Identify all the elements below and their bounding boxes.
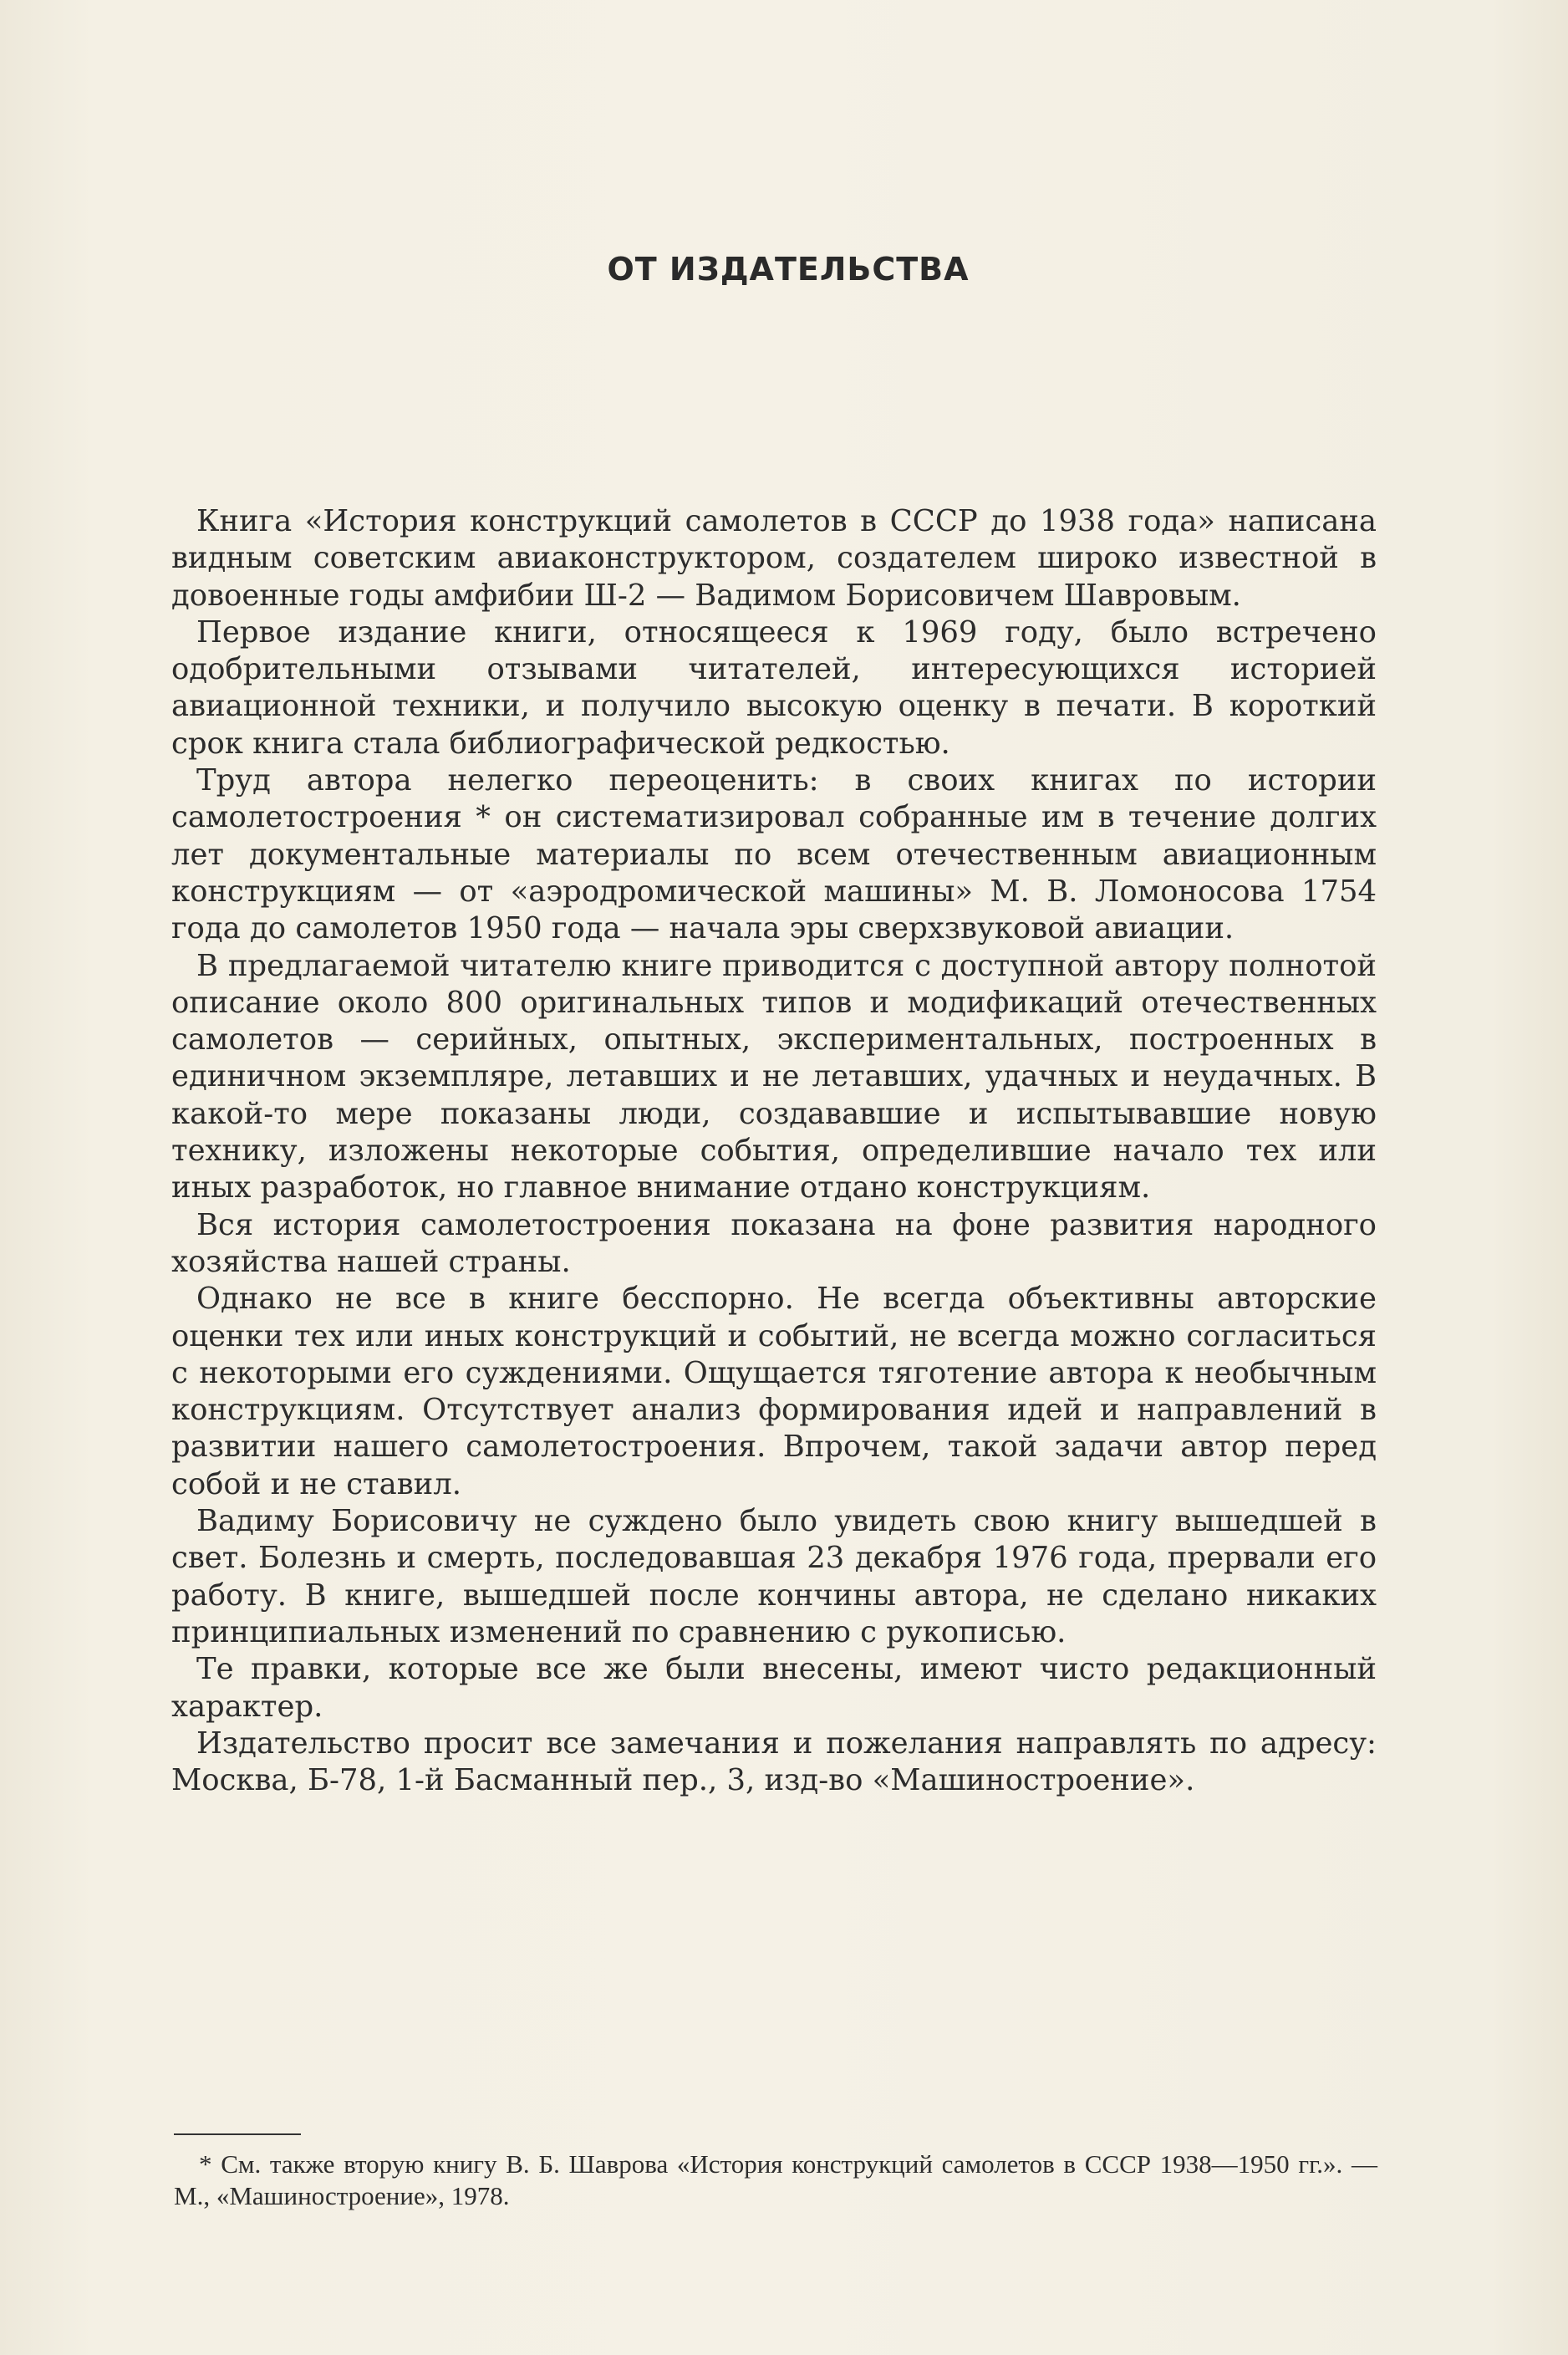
paragraph: Вадиму Борисовичу не суждено было увидеть свою книгу вышедшей в свет. Болезнь и смерть, последовавшая 23 декабря 1976 года, прервали его работу. В книге, вышедшей после кончины автора, не сделано никаких принципиальных изменений по сравнению с рукописью.: [171, 1504, 1377, 1649]
paragraph: Однако не все в книге бесспорно. Не всегда объективны авторские оценки тех или иных конструкций и событий, не всегда можно согласиться с некоторыми его суждениями. Ощущается тяготение автора к необычным конструкциям. Отсутствует анализ формирования идей и направлений в развитии нашего самолетостроения. Впрочем, такой задачи автор перед собой и не ставил.: [171, 1282, 1377, 1501]
paragraph: Вся история самолетостроения показана на фоне развития народного хозяйства нашей страны.: [171, 1207, 1377, 1279]
paragraph: Первое издание книги, относящееся к 1969 году, было встречено одобрительными отзывами читателей, интересующихся историей авиационной техники, и получило высокую оценку в печати. В короткий срок книга стала библиографической редкостью.: [171, 614, 1377, 761]
paragraph: Труд автора нелегко переоценить: в своих книгах по истории самолетостроения * он систематизировал собранные им в течение долгих лет документальные материалы по всем отечественным авиационным конструкциям — от «аэродромической машины» М. В. Ломоносова 1754 года до самолетов 1950 года — начала эры сверхзвуковой авиации.: [171, 763, 1377, 946]
preface-body: [171, 503, 1377, 1799]
paragraph: Издательство просит все замечания и пожелания направлять по адресу: Москва, Б-78, 1-й Басманный пер., 3, изд-во «Машиностроение».: [171, 1725, 1377, 1798]
page-heading: ОТ ИЗДАТЕЛЬСТВА: [607, 251, 970, 288]
paragraph: Книга «История конструкций самолетов в СССР до 1938 года» написана видным советским авиаконструктором, создателем широко известной в довоенные годы амфибии Ш-2 — Вадимом Борисовичем Шавровым.: [171, 504, 1377, 613]
paragraph: Те правки, которые все же были внесены, имеют чисто редакционный характер.: [171, 1652, 1377, 1724]
footnote: * См. также вторую книгу В. Б. Шаврова «История конструкций самолетов в СССР 1938—1950 гг.». — М., «Машиностроение», 1978.: [174, 2149, 1377, 2210]
footnote-divider: [174, 2133, 301, 2135]
paragraph: В предлагаемой читателю книге приводится с доступной автору полнотой описание около 800 оригинальных типов и модификаций отечественных самолетов — серийных, опытных, экспериментальных, построенных в единичном экземпляре, летавших и не летавших, удачных и неудачных. В какой-то мере показаны люди, создававшие и испытывавшие новую технику, изложены некоторые события, определившие начало тех или иных разработок, но главное внимание отдано конструкциям.: [171, 948, 1377, 1206]
